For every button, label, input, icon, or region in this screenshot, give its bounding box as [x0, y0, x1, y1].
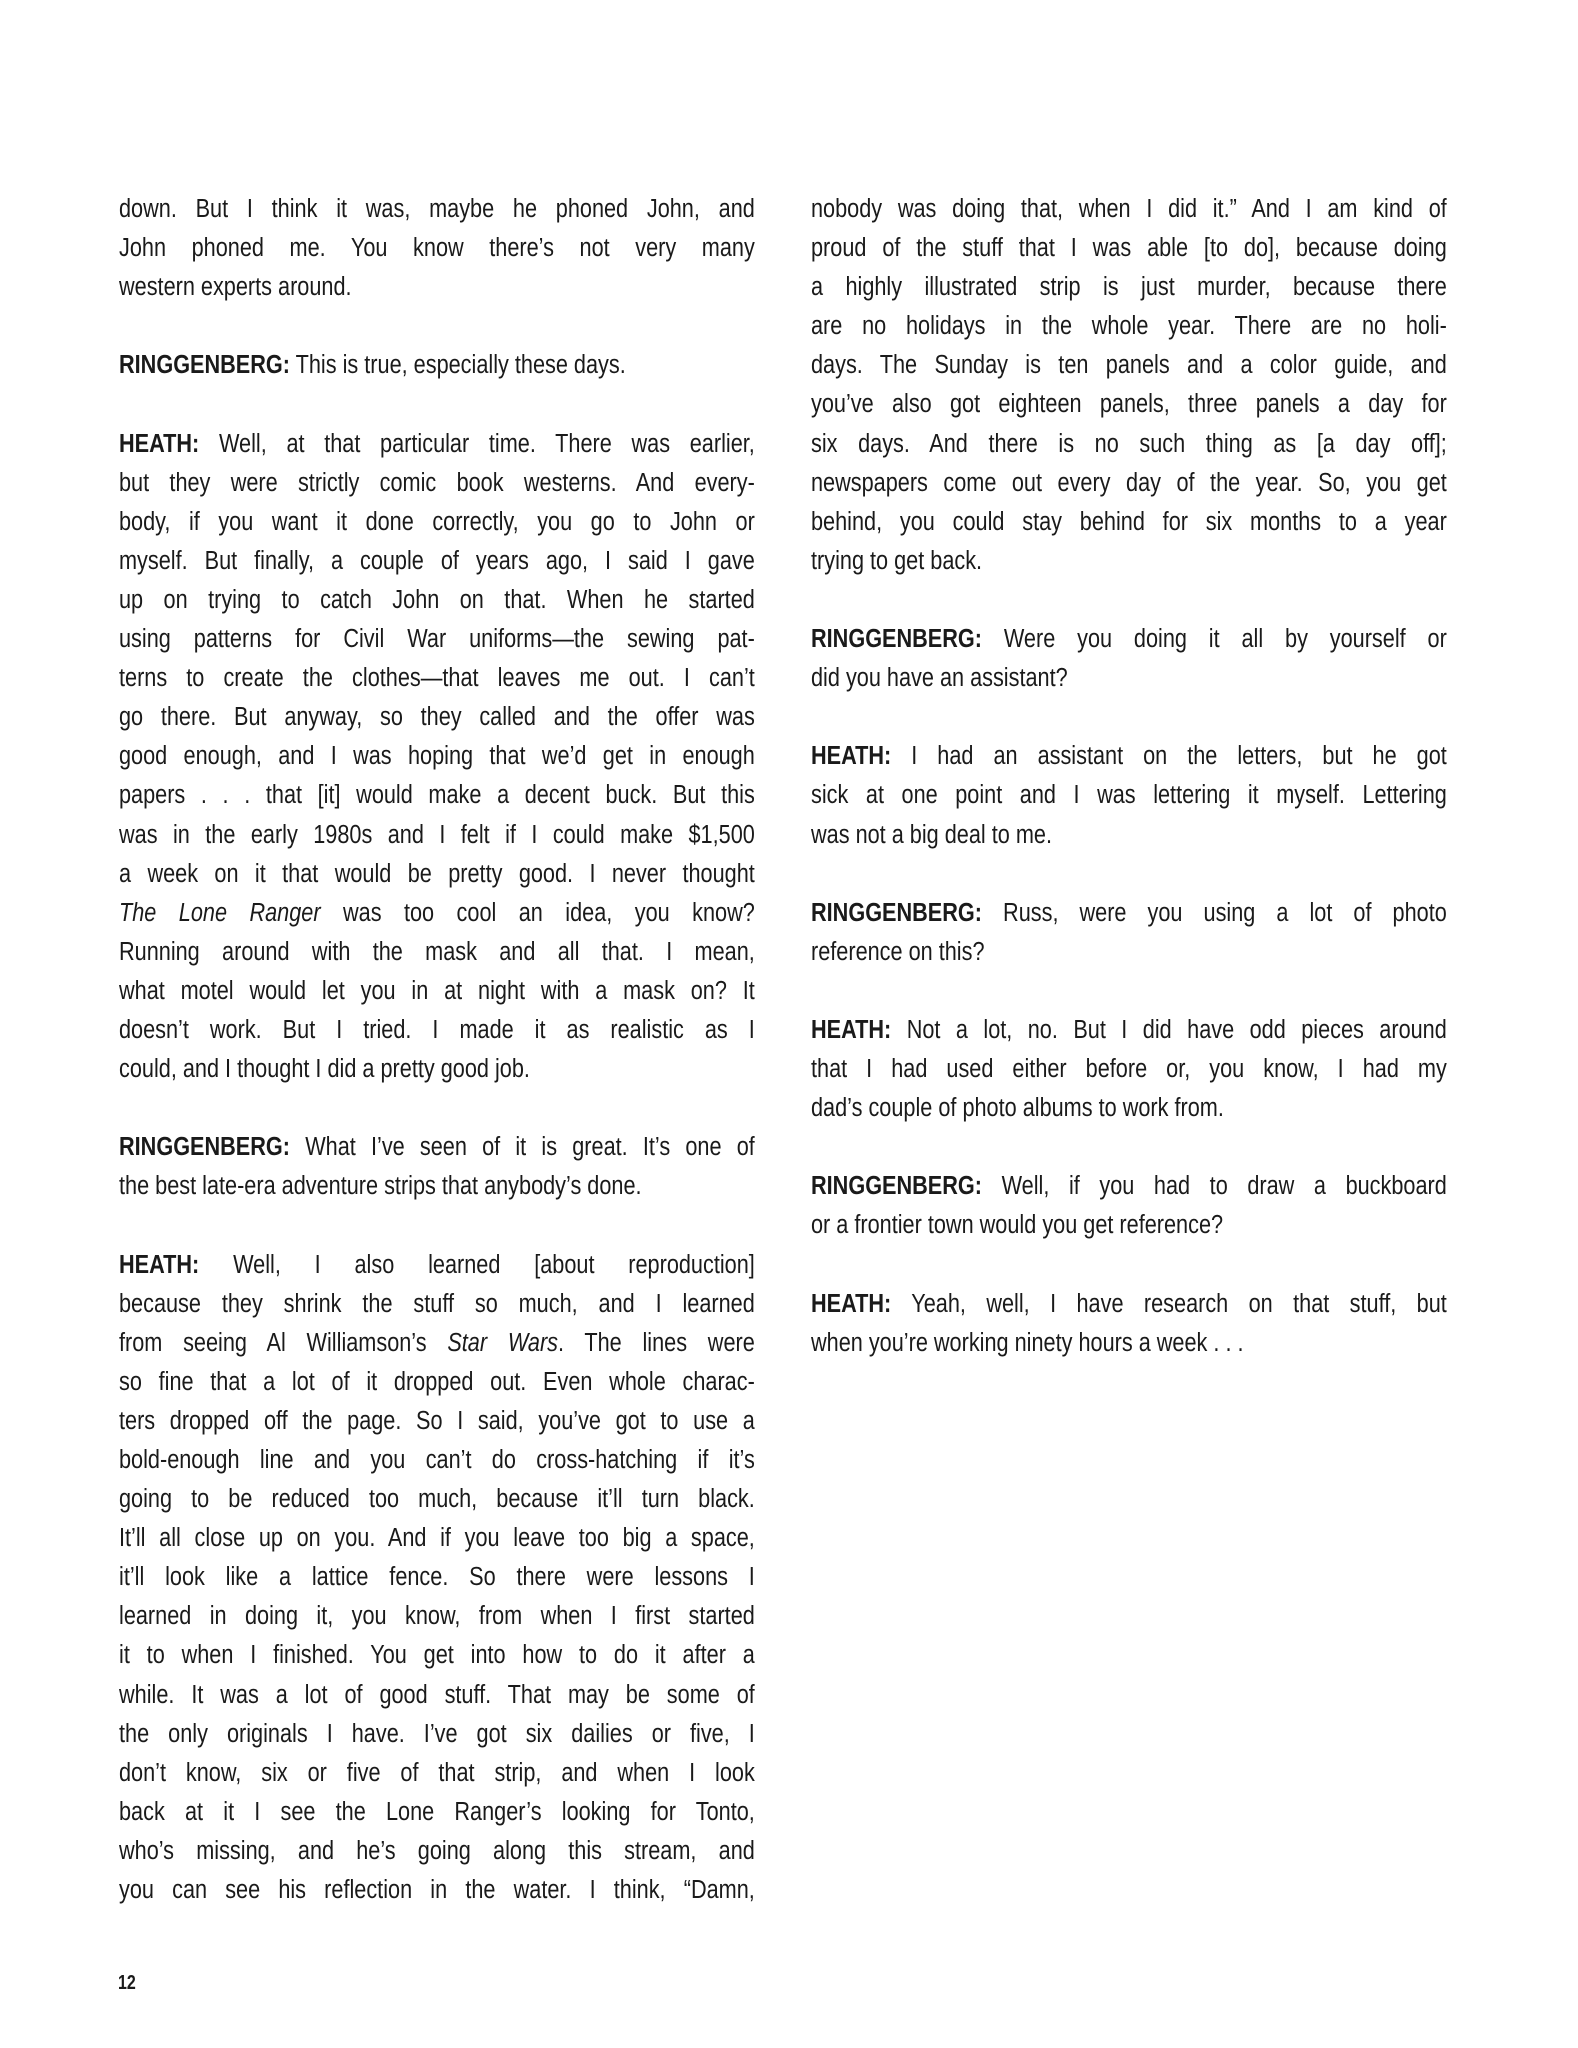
line-text: are no holidays in the whole year. There are no holi-: [811, 312, 1447, 341]
text-line: [119, 1519, 755, 1558]
line-text: was too cool an idea, you know?: [320, 898, 755, 927]
text-line: [811, 1324, 1447, 1363]
line-text: that I had used either before or, you know, I had my: [811, 1055, 1447, 1084]
line-text: papers . . . that [it] would make a decent buck. But this: [119, 781, 755, 810]
text-line: [119, 620, 755, 659]
line-text: What I’ve seen of it is great. It’s one of: [290, 1133, 755, 1162]
paragraph-gap: [811, 581, 1447, 620]
line-text: while. It was a lot of good stuff. That may be some of: [119, 1680, 755, 1709]
speaker-name: RINGGENBERG:: [811, 1172, 983, 1201]
paragraph-gap: [811, 972, 1447, 1011]
text-line: [811, 385, 1447, 424]
page-number: 12: [118, 1972, 136, 1994]
paragraph-gap: [119, 1089, 755, 1128]
text-line: [119, 855, 755, 894]
line-text: Well, at that particular time. There was earlier,: [199, 429, 755, 458]
italic-title: Star Wars: [447, 1328, 559, 1357]
line-text: ters dropped off the page. So I said, you’ve got to use a: [119, 1406, 755, 1435]
text-line: [811, 425, 1447, 464]
text-line: [119, 1715, 755, 1754]
text-line: [119, 1597, 755, 1636]
text-line: [811, 659, 1447, 698]
line-text: did you have an assistant?: [811, 664, 1068, 693]
text-line: [119, 425, 755, 464]
text-line: [811, 933, 1447, 972]
line-text: don’t know, six or five of that strip, and when I look: [119, 1758, 755, 1787]
line-text: body, if you want it done correctly, you go to John or: [119, 507, 755, 536]
text-line: [811, 1167, 1447, 1206]
text-line: [119, 659, 755, 698]
line-text: bold-enough line and you can’t do cross-hatching if it’s: [119, 1446, 755, 1474]
text-line: [811, 620, 1447, 659]
text-line: [119, 1754, 755, 1793]
line-text: from seeing Al Williamson’s: [119, 1328, 448, 1357]
line-text: was not a big deal to me.: [811, 820, 1052, 849]
line-text: Well, if you had to draw a buckboard: [982, 1172, 1447, 1201]
line-text: or a frontier town would you get reference?: [811, 1211, 1224, 1240]
text-line: [119, 972, 755, 1011]
line-text: the only originals I have. I’ve got six dailies or five, I: [119, 1719, 755, 1748]
line-text: It’ll all close up on you. And if you leave too big a space,: [119, 1524, 755, 1553]
text-line: [119, 581, 755, 620]
text-line: [811, 1011, 1447, 1050]
text-line: [119, 933, 755, 972]
line-text: the best late-era adventure strips that anybody’s done.: [119, 1172, 642, 1201]
line-text: because they shrink the stuff so much, and I learned: [119, 1289, 755, 1318]
line-text: a highly illustrated strip is just murder, because there: [811, 273, 1447, 302]
line-text: myself. But finally, a couple of years ago, I said I gave: [119, 546, 755, 575]
line-text: Yeah, well, I have research on that stuff, but: [891, 1289, 1447, 1318]
line-text: you’ve also got eighteen panels, three panels a day for: [811, 390, 1447, 419]
text-line: [119, 698, 755, 737]
speaker-name: HEATH:: [811, 742, 892, 771]
text-line: [119, 1402, 755, 1441]
line-text: This is true, especially these days.: [290, 351, 626, 380]
line-text: a week on it that would be pretty good. I never thought: [119, 859, 755, 888]
line-text: proud of the stuff that I was able [to do], because doing: [811, 234, 1447, 263]
text-line: [119, 1676, 755, 1715]
text-line: [119, 1167, 755, 1206]
text-line: [811, 503, 1447, 542]
line-text: so fine that a lot of it dropped out. Even whole charac-: [119, 1367, 755, 1396]
speaker-name: HEATH:: [119, 1250, 200, 1279]
line-text: sick at one point and I was lettering it myself. Lettering: [811, 781, 1447, 810]
text-line: [119, 542, 755, 581]
line-text: I had an assistant on the letters, but he got: [891, 742, 1447, 771]
text-line: [119, 1636, 755, 1675]
line-text: western experts around.: [119, 273, 352, 302]
text-line: [811, 1285, 1447, 1324]
line-text: when you’re working ninety hours a week . . .: [811, 1328, 1244, 1357]
line-text: doesn’t work. But I tried. I made it as realistic as I: [119, 1015, 755, 1044]
line-text: down. But I think it was, maybe he phoned John, and: [119, 195, 755, 223]
text-line: [119, 1793, 755, 1832]
text-line: [119, 894, 755, 933]
line-text: behind, you could stay behind for six months to a year: [811, 507, 1447, 536]
line-text: who’s missing, and he’s going along this stream, and: [119, 1836, 755, 1865]
text-line: [811, 229, 1447, 268]
speaker-name: HEATH:: [811, 1289, 892, 1318]
paragraph-gap: [119, 1206, 755, 1245]
line-text: John phoned me. You know there’s not very many: [119, 234, 755, 263]
line-text: trying to get back.: [811, 546, 983, 575]
line-text: up on trying to catch John on that. When he started: [119, 585, 755, 614]
speaker-name: HEATH:: [811, 1015, 892, 1044]
text-line: [119, 1363, 755, 1402]
text-line: [811, 816, 1447, 855]
text-line: [811, 307, 1447, 346]
line-text: good enough, and I was hoping that we’d get in enough: [119, 742, 755, 771]
speaker-name: RINGGENBERG:: [119, 351, 291, 380]
text-line: [119, 1011, 755, 1050]
text-line: [811, 268, 1447, 307]
speaker-name: RINGGENBERG:: [811, 898, 983, 927]
line-text: was in the early 1980s and I felt if I could make $1,500: [119, 820, 755, 849]
speaker-name: HEATH:: [119, 429, 200, 458]
line-text: going to be reduced too much, because it’ll turn black.: [119, 1485, 755, 1514]
text-line: [119, 503, 755, 542]
text-line: [119, 346, 755, 385]
line-text: you can see his reflection in the water. I think, “Damn,: [119, 1876, 755, 1905]
text-line: [119, 1558, 755, 1597]
text-line: [119, 1832, 755, 1871]
line-text: Running around with the mask and all that. I mean,: [119, 937, 755, 966]
text-line: [119, 1050, 755, 1089]
line-text: six days. And there is no such thing as [a day off];: [811, 429, 1447, 458]
line-text: back at it I see the Lone Ranger’s looking for Tonto,: [119, 1797, 755, 1826]
line-text: . The lines were: [558, 1328, 755, 1357]
line-text: using patterns for Civil War uniforms—the sewing pat-: [119, 625, 755, 654]
text-line: [119, 229, 755, 268]
text-line: [119, 1246, 755, 1285]
text-line: [119, 464, 755, 503]
paragraph-gap: [119, 385, 755, 424]
text-line: [811, 464, 1447, 503]
text-line: [119, 737, 755, 776]
text-line: [119, 1285, 755, 1324]
text-line: [811, 894, 1447, 933]
paragraph-gap: [811, 698, 1447, 737]
speaker-name: RINGGENBERG:: [811, 625, 983, 654]
speaker-name: RINGGENBERG:: [119, 1133, 291, 1162]
text-line: [811, 1089, 1447, 1128]
text-line: [811, 1050, 1447, 1089]
text-line: [119, 1128, 755, 1167]
text-line: [119, 816, 755, 855]
line-text: what motel would let you in at night with a mask on? It: [119, 976, 755, 1005]
line-text: days. The Sunday is ten panels and a color guide, and: [811, 351, 1447, 380]
line-text: Not a lot, no. But I did have odd pieces around: [891, 1015, 1447, 1044]
text-column-right: [811, 190, 1447, 1363]
line-text: dad’s couple of photo albums to work from.: [811, 1094, 1224, 1123]
paragraph-gap: [811, 1246, 1447, 1285]
text-line: [119, 1480, 755, 1519]
text-line: [119, 776, 755, 815]
paragraph-gap: [811, 855, 1447, 894]
text-line: [119, 1871, 755, 1910]
text-line: [811, 346, 1447, 385]
text-line: [119, 268, 755, 307]
line-text: terns to create the clothes—that leaves me out. I can’t: [119, 664, 755, 693]
text-line: [119, 1441, 755, 1480]
line-text: go there. But anyway, so they called and the offer was: [119, 703, 755, 732]
line-text: it’ll look like a lattice fence. So there were lessons I: [119, 1563, 755, 1592]
text-line: [811, 776, 1447, 815]
text-line: [119, 190, 755, 229]
line-text: Russ, were you using a lot of photo: [982, 898, 1447, 927]
line-text: but they were strictly comic book westerns. And every-: [119, 468, 755, 497]
text-line: [811, 542, 1447, 581]
italic-title: The Lone Ranger: [119, 898, 321, 927]
line-text: newspapers come out every day of the year. So, you get: [811, 468, 1447, 497]
line-text: could, and I thought I did a pretty good job.: [119, 1055, 530, 1084]
line-text: learned in doing it, you know, from when I first started: [119, 1602, 755, 1631]
text-line: [811, 1206, 1447, 1245]
line-text: nobody was doing that, when I did it.” And I am kind of: [811, 195, 1447, 223]
text-column-left: [119, 190, 755, 1910]
text-line: [811, 737, 1447, 776]
line-text: it to when I finished. You get into how to do it after a: [119, 1641, 755, 1670]
paragraph-gap: [811, 1128, 1447, 1167]
paragraph-gap: [119, 307, 755, 346]
line-text: Were you doing it all by yourself or: [982, 625, 1447, 654]
text-line: [119, 1324, 755, 1363]
line-text: Well, I also learned [about reproduction]: [199, 1250, 755, 1279]
line-text: reference on this?: [811, 937, 985, 966]
text-line: [811, 190, 1447, 229]
